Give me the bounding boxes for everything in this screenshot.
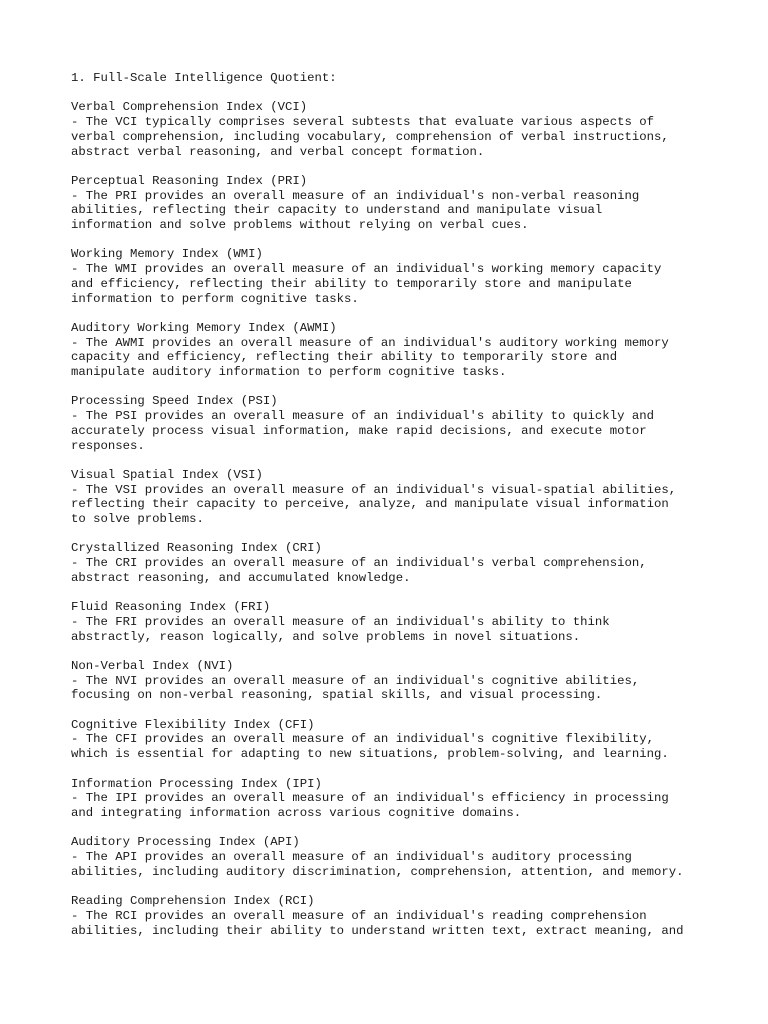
section-pri [71, 174, 731, 233]
section-text-line: information to perform cognitive tasks. [71, 291, 359, 306]
section-text-line: - The VCI typically comprises several subtests that evaluate various aspects of [71, 115, 654, 130]
section-text-line: - The IPI provides an overall measure of an individual's efficiency in processing [71, 791, 669, 806]
section-text-line: - The NVI provides an overall measure of an individual's cognitive abilities, [71, 673, 640, 688]
section-ipi [71, 777, 731, 821]
section-title: Fluid Reasoning Index (FRI) [71, 600, 271, 615]
section-vci [71, 100, 731, 159]
section-title: Working Memory Index (WMI) [71, 247, 263, 262]
section-title: Processing Speed Index (PSI) [71, 394, 278, 409]
section-text-line: which is essential for adapting to new situations, problem-solving, and learning. [71, 747, 669, 762]
section-title: Crystallized Reasoning Index (CRI) [71, 541, 322, 556]
section-text-line: - The CFI provides an overall measure of an individual's cognitive flexibility, [71, 732, 654, 747]
section-title: Visual Spatial Index (VSI) [71, 467, 263, 482]
section-text-line: abilities, reflecting their capacity to understand and manipulate visual [71, 203, 603, 218]
section-text-line: verbal comprehension, including vocabulary, comprehension of verbal instructions, [71, 129, 669, 144]
section-fri [71, 600, 731, 644]
section-title: Cognitive Flexibility Index (CFI) [71, 717, 315, 732]
section-vsi [71, 468, 731, 527]
section-wmi [71, 247, 731, 306]
section-text-line: focusing on non-verbal reasoning, spatial skills, and visual processing. [71, 688, 603, 703]
section-text-line: reflecting their capacity to perceive, analyze, and manipulate visual information [71, 497, 669, 512]
section-title: Perceptual Reasoning Index (PRI) [71, 173, 308, 188]
section-text-line: to solve problems. [71, 512, 204, 526]
section-rci [71, 894, 731, 938]
section-title: Verbal Comprehension Index (VCI) [71, 100, 308, 115]
section-text-line: - The VSI provides an overall measure of an individual's visual-spatial abilities, [71, 482, 677, 497]
section-psi [71, 394, 731, 453]
section-text-line: information and solve problems without relying on verbal cues. [71, 218, 529, 232]
section-text-line: abstractly, reason logically, and solve problems in novel situations. [71, 629, 581, 644]
section-text-line: - The FRI provides an overall measure of an individual's ability to think [71, 614, 610, 629]
section-text-line: - The RCI provides an overall measure of an individual's reading comprehension [71, 908, 647, 923]
section-text-line: - The PSI provides an overall measure of an individual's ability to quickly and [71, 409, 654, 424]
section-title: Auditory Processing Index (API) [71, 835, 300, 850]
section-text-line: - The WMI provides an overall measure of an individual's working memory capacity [71, 262, 662, 277]
document-heading: 1. Full-Scale Intelligence Quotient: [71, 71, 337, 85]
section-text-line: - The AWMI provides an overall measure of an individual's auditory working memory [71, 335, 669, 350]
section-cri [71, 541, 731, 585]
section-text-line: - The PRI provides an overall measure of an individual's non-verbal reasoning [71, 188, 640, 203]
section-text-line: and integrating information across various cognitive domains. [71, 805, 522, 820]
section-title: Information Processing Index (IPI) [71, 776, 322, 791]
section-title: Auditory Working Memory Index (AWMI) [71, 320, 337, 335]
section-text-line: accurately process visual information, make rapid decisions, and execute motor [71, 423, 647, 438]
section-text-line: - The API provides an overall measure of an individual's auditory processing [71, 850, 632, 865]
document-page [71, 71, 731, 953]
section-text-line: manipulate auditory information to perform cognitive tasks. [71, 365, 507, 379]
section-title: Non-Verbal Index (NVI) [71, 658, 234, 673]
section-api [71, 835, 731, 879]
section-nvi [71, 659, 731, 703]
section-text-line: abstract reasoning, and accumulated knowledge. [71, 570, 411, 585]
section-title: Reading Comprehension Index (RCI) [71, 894, 315, 909]
section-awmi [71, 321, 731, 380]
section-text-line: responses. [71, 438, 145, 453]
section-text-line: capacity and efficiency, reflecting their ability to temporarily store and [71, 350, 618, 365]
section-text-line: abstract verbal reasoning, and verbal concept formation. [71, 144, 485, 159]
section-text-line: abilities, including auditory discrimination, comprehension, attention, and memory. [71, 864, 684, 879]
section-text-line: and efficiency, reflecting their ability to temporarily store and manipulate [71, 276, 632, 291]
section-text-line: abilities, including their ability to understand written text, extract meaning, and [71, 923, 684, 938]
section-cfi [71, 718, 731, 762]
section-text-line: - The CRI provides an overall measure of an individual's verbal comprehension, [71, 556, 647, 571]
